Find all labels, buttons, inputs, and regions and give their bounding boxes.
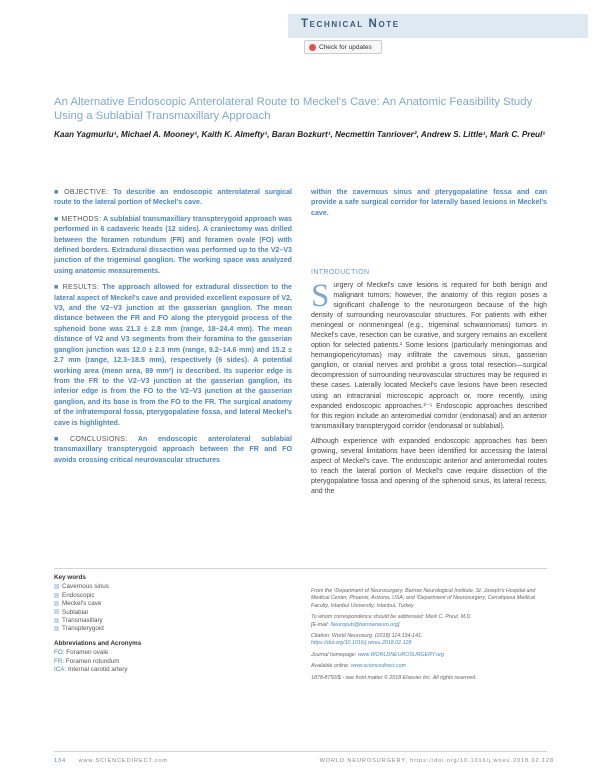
results-label: RESULTS: <box>62 283 100 292</box>
check-updates-label: Check for updates <box>319 43 372 51</box>
section-bullet-icon: ■ <box>54 214 59 223</box>
abbreviations-heading: Abbreviations and Acronyms <box>54 639 142 647</box>
keyword-item: Endoscopic <box>54 592 254 600</box>
keyword-item: Transmaxillary <box>54 617 254 625</box>
drop-cap: S <box>311 278 330 314</box>
conclusions-text: An endoscopic anterolateral sublabial transmaxillary transpterygoid approach between the FR and FO avoids crossing critical neurovascular structures <box>54 434 292 464</box>
keywords-heading: Key words <box>54 574 86 581</box>
divider <box>54 751 547 752</box>
objective-label: OBJECTIVE: <box>64 188 109 196</box>
introduction-paragraph <box>311 278 547 432</box>
introduction-para1: urgery of Meckel's cave lesions is required for both benign and malignant tumors; however, the anatomy of this region poses a significant challenge to the neurosurgeon because of the high density of surrounding neurovascular structures. For patients with either meningeal or nonmeningeal (e.g., trigeminal schwannomas) tumors in Meckel's cave, resection can be curative, and surgery remains an excellent option for selected patients.¹ Some lesions (particularly meningiomas and hemangiopericytomas) may infiltrate the cavernous sinus, gasserian ganglion, or cranial nerves and prohibit a gross total resection—surgical decompression of surrounding neurovascular structures may be required in these cases. Laterally located Meckel's cave lesions have been resected using an intracranial microscopic approach or, more recently, using expanded endoscopic approaches.²⁻⁵ Endoscopic approaches described for this region include an anteromedial corridor (endonasal) and an anterior transmaxillary transpterygoid corridor (endonasal or sublabial). <box>311 282 547 430</box>
abstract-results <box>54 282 292 428</box>
abbreviation-key: FO: <box>54 649 65 657</box>
doi-link[interactable]: https://doi.org/10.1016/j.wneu.2018.02.128 <box>311 640 412 647</box>
email-suffix: ] <box>397 621 400 628</box>
author-list: Kaan Yagmurlu¹, Michael A. Mooney¹, Kaith K. Almefty¹, Baran Bozkurt¹, Necmettin Tanriover², Andrew S. Little¹, Mark C. Preul¹ <box>54 130 546 139</box>
email-link[interactable]: Neuropub@barrowneuro.org <box>330 621 398 628</box>
crossmark-icon <box>309 44 316 51</box>
page-number: 134 <box>54 758 67 764</box>
available-online <box>311 663 547 670</box>
introduction-heading: INTRODUCTION <box>311 269 370 276</box>
section-label: Technical Note <box>301 18 400 30</box>
keyword-item: Meckel's cave <box>54 600 254 608</box>
abbreviation-item <box>54 658 254 666</box>
footer-journal: WORLD NEUROSURGERY, https://doi.org/10.1016/j.wneu.2018.02.128 <box>319 758 554 764</box>
keyword-item: Sublabial <box>54 609 254 617</box>
abstract-conclusions <box>54 434 292 465</box>
conclusions-label: CONCLUSIONS: <box>69 434 128 443</box>
keyword-item: Cavernous sinus <box>54 583 254 591</box>
keywords-box <box>54 574 254 674</box>
correspondence <box>311 614 547 629</box>
abbreviation-value: Foramen rotundum <box>65 657 120 665</box>
correspondence-text: To whom correspondence should be addressed: Mark C. Preul, M.D. <box>311 614 472 621</box>
homepage-link[interactable]: www.WORLDNEUROSURGERY.org <box>357 651 444 658</box>
check-updates-button[interactable] <box>304 40 382 54</box>
abbreviation-key: ICA: <box>54 666 67 674</box>
abbreviation-key: FR: <box>54 657 65 665</box>
online-link[interactable]: www.sciencedirect.com <box>350 663 407 670</box>
section-bullet-icon: ■ <box>54 283 60 292</box>
methods-text: A sublabial transmaxillary transpterygoid approach was performed in 6 cadaveric heads (12 sides). A craniectomy was drilled between the foramen rotundum (FR) and foramen ovale (FO) with defined borders. Extradural dissection was performed up to the V2–V3 junction of the trigeminal ganglion. The working space was analyzed using anatomic measurements. <box>54 214 292 275</box>
abbreviation-item <box>54 649 254 657</box>
footnotes <box>311 588 547 686</box>
citation-text: Citation: World Neurosurg. (2018) 114:134-141. <box>311 633 423 640</box>
footer-site-link[interactable]: www.SCIENCEDIRECT.com <box>78 758 168 764</box>
abbreviation-item <box>54 666 254 674</box>
introduction-para2: Although experience with expanded endoscopic approaches has been growing, several limitations have been identified for accessing the lateral aspect of Meckel's cave. The endoscopic anterior and anteromedial routes to reach the lateral portion of Meckel's cave require dissection of the pterygopalatine fossa and opening of the sphenoid sinus, its lateral recess, and the <box>311 437 547 495</box>
introduction-body <box>311 278 547 502</box>
abbreviation-value: Internal carotid artery <box>68 666 128 674</box>
article-title: An Alternative Endoscopic Anterolateral Route to Meckel's Cave: An Anatomic Feasibility Study Using a Sublabial Transmaxillary Approach <box>54 96 533 122</box>
divider <box>54 568 547 569</box>
abstract-methods <box>54 214 292 276</box>
methods-label: METHODS: <box>61 214 102 223</box>
affiliations: From the ¹Department of Neurosurgery, Barrow Neurological Institute, St. Joseph's Hospital and Medical Center, Phoenix, Arizona, USA; and ²Department of Neurosurgery, Cerrahpasa Medical Faculty, Istanbul University, Istanbul, Turkey <box>311 588 536 609</box>
results-text: The approach allowed for extradural dissection to the lateral aspect of Meckel's cave and provided excellent exposure of V2, V3, and the V2–V3 junction at the gasserian ganglion. The mean distance between the FR and FO along the pterygoid process of the sphenoid bone was 21.3 ± 2.8 mm (range, 18–24.4 mm). The mean distance of V2 and V3 segments from their foramina to the gasserian ganglion junction was 12.0 ± 2.3 mm (range, 9.2–14.6 mm) and 15.2 ± 2.7 mm (range, 12.3–18.5 mm), respectively (6 sides). A potential working area (mean area, 89 mm²) is described. Its superior edge is from the FR to the V2–V3 junction at the gasserian ganglion, its inferior edge is from the FO to the V2–V3 junction at the gasserian ganglion, and its base is from the FO to the FR. The surgical anatomy of the infratemporal fossa, pterygopalatine fossa, and lateral Meckel's cave is highlighted. <box>54 283 292 427</box>
abstract-column <box>54 187 292 471</box>
citation <box>311 633 547 648</box>
email-prefix: [E-mail: <box>311 621 329 628</box>
abbreviation-value: Foramen ovale <box>66 649 109 657</box>
journal-homepage <box>311 652 547 659</box>
section-bullet-icon: ■ <box>54 188 62 196</box>
conclusions-continued: within the cavernous sinus and pterygopalatine fossa and can provide a safe surgical corridor for laterally based lesions in Meckel's cave. <box>311 188 547 217</box>
objective-text: To describe an endoscopic anterolateral surgical route to the lateral portion of Meckel's cave. <box>54 188 292 207</box>
page-footer <box>54 758 554 764</box>
copyright: 1878-8750/$ - see front matter © 2018 Elsevier Inc. All rights reserved. <box>311 674 477 681</box>
online-label: Available online: <box>311 663 350 670</box>
abstract-objective <box>54 187 292 208</box>
section-bullet-icon: ■ <box>54 434 67 443</box>
homepage-label: Journal homepage: <box>311 651 357 658</box>
keyword-item: Transpterygoid <box>54 625 254 633</box>
